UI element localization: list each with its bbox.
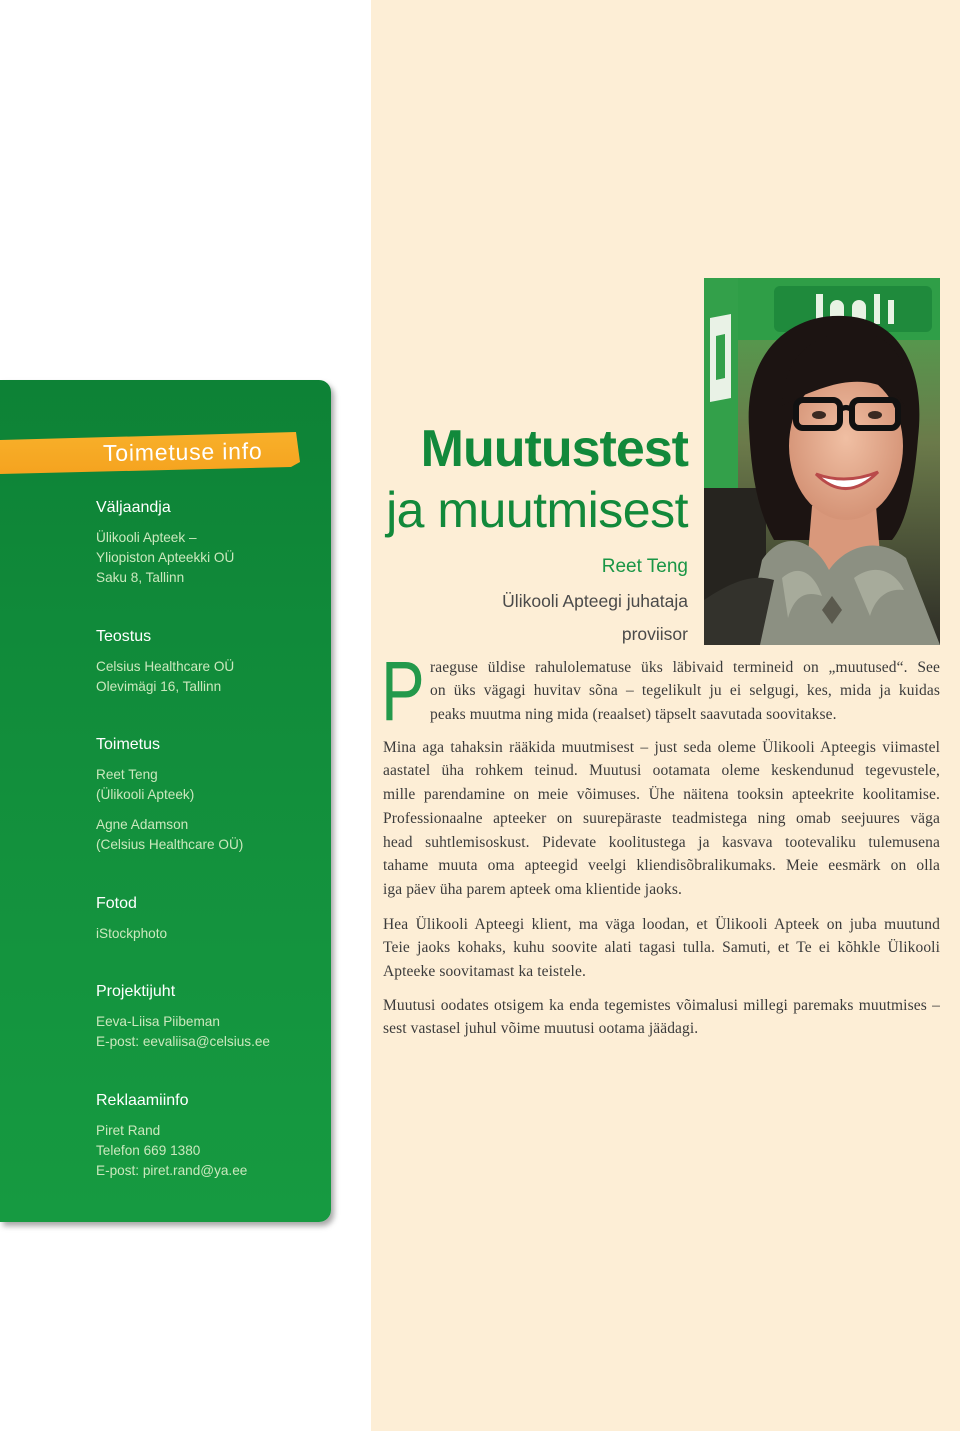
info-line: Eeva-Liisa Piibeman (96, 1014, 220, 1029)
info-section-advertising (96, 1091, 321, 1181)
article-line: raeguse üldise rahulolematuse üks läbivaid termineid on „muutused“. See (430, 658, 940, 676)
article-line: tahame muuta oma apteegid veelgi kliendisõbralikumaks. Meie eesmärk on olla (383, 857, 940, 875)
article-subtitle: ja muutmisest (386, 482, 688, 538)
article-line: on üks vägagi huvitav sõna – tegelikult ju ei selgugi, kes, mida ja kuidas (430, 682, 940, 700)
article-line: Teie jaoks kohaks, kuhu soovite alati tagasi tulla. Samuti, et Te ei kõhkle Ülikooli (383, 939, 940, 957)
info-heading: Reklaamiinfo (96, 1091, 189, 1109)
info-line: Saku 8, Tallinn (96, 570, 185, 585)
info-heading: Fotod (96, 894, 137, 912)
article-line: peaks muutma ning mida (reaalset) täpselt saavutada soovitakse. (430, 706, 837, 724)
info-email: E-post: eevaliisa@celsius.ee (96, 1034, 270, 1049)
article-paragraph (383, 913, 940, 984)
article-line: mille parendamine on meie võimuses. Ühe näitena tooksin apteekrite koolitamise. (383, 786, 940, 804)
article-title: Muutustest (420, 420, 688, 478)
info-line: (Celsius Healthcare OÜ) (96, 837, 244, 852)
info-section-project-manager (96, 982, 321, 1052)
photo-face (789, 372, 903, 520)
author-title: proviisor (621, 624, 688, 644)
info-column (96, 498, 321, 1219)
info-section-photos (96, 894, 321, 944)
article-line: Hea Ülikooli Apteegi klient, ma väga loodan, et Ülikooli Apteek on juba muutund (383, 915, 940, 933)
info-line: Celsius Healthcare OÜ (96, 658, 235, 674)
info-phone: Telefon 669 1380 (96, 1142, 201, 1158)
info-heading: Väljaandja (96, 499, 171, 516)
info-line: Ülikooli Apteek – (96, 530, 197, 545)
article-line: head suhtlemisoskust. Pidevate koolitustega ja kasvava tootevaliku tulemusena (383, 833, 940, 851)
article-line: aastatel üha rohkem teinud. Muutusi ootamata oleme keskendunud tegevustele, (383, 762, 940, 780)
info-heading: Toimetus (96, 736, 161, 753)
info-line: iStockphoto (96, 925, 168, 941)
article-line: Apteeke soovitamast ka teistele. (383, 963, 586, 981)
info-line: Agne Adamson (96, 817, 189, 832)
info-section-editorial (96, 735, 321, 855)
info-heading: Teostus (96, 627, 152, 645)
info-line: Yliopiston Apteekki OÜ (96, 550, 235, 565)
info-section-production (96, 627, 321, 697)
info-line: Reet Teng (96, 767, 158, 782)
info-email: E-post: piret.rand@ya.ee (96, 1162, 248, 1178)
author-name: Reet Teng (601, 556, 688, 577)
article-paragraph (383, 994, 940, 1042)
article-line: Muutusi oodates otsigem ka enda tegemistes võimalusi millegi paremaks muutmises – (383, 996, 940, 1014)
info-line: Olevimägi 16, Tallinn (96, 678, 222, 694)
article-line: Professionaalne apteeker on suurepäraste teadmistega ning omab seejuures väga (383, 809, 940, 827)
info-heading: Projektijuht (96, 983, 176, 1000)
article-paragraph (430, 656, 940, 727)
article-line: sest vastasel juhul võime muutusi ootama jäädagi. (383, 1020, 699, 1038)
article-line: Mina aga tahaksin rääkida muutmisest – just seda oleme Ülikooli Apteegis viimastel (383, 738, 940, 756)
article-paragraph (383, 736, 940, 903)
author-position: Ülikooli Apteegi juhataja (502, 591, 688, 611)
info-line: Piret Rand (96, 1122, 161, 1138)
info-section-publisher (96, 498, 321, 588)
drop-cap: P (381, 644, 425, 738)
info-line: (Ülikooli Apteek) (96, 787, 195, 802)
author-photo (704, 278, 940, 645)
article-line: iga päev üha parem apteek oma klientide jaoks. (383, 881, 682, 899)
sidebar-banner-title: Toimetuse info (102, 437, 263, 466)
